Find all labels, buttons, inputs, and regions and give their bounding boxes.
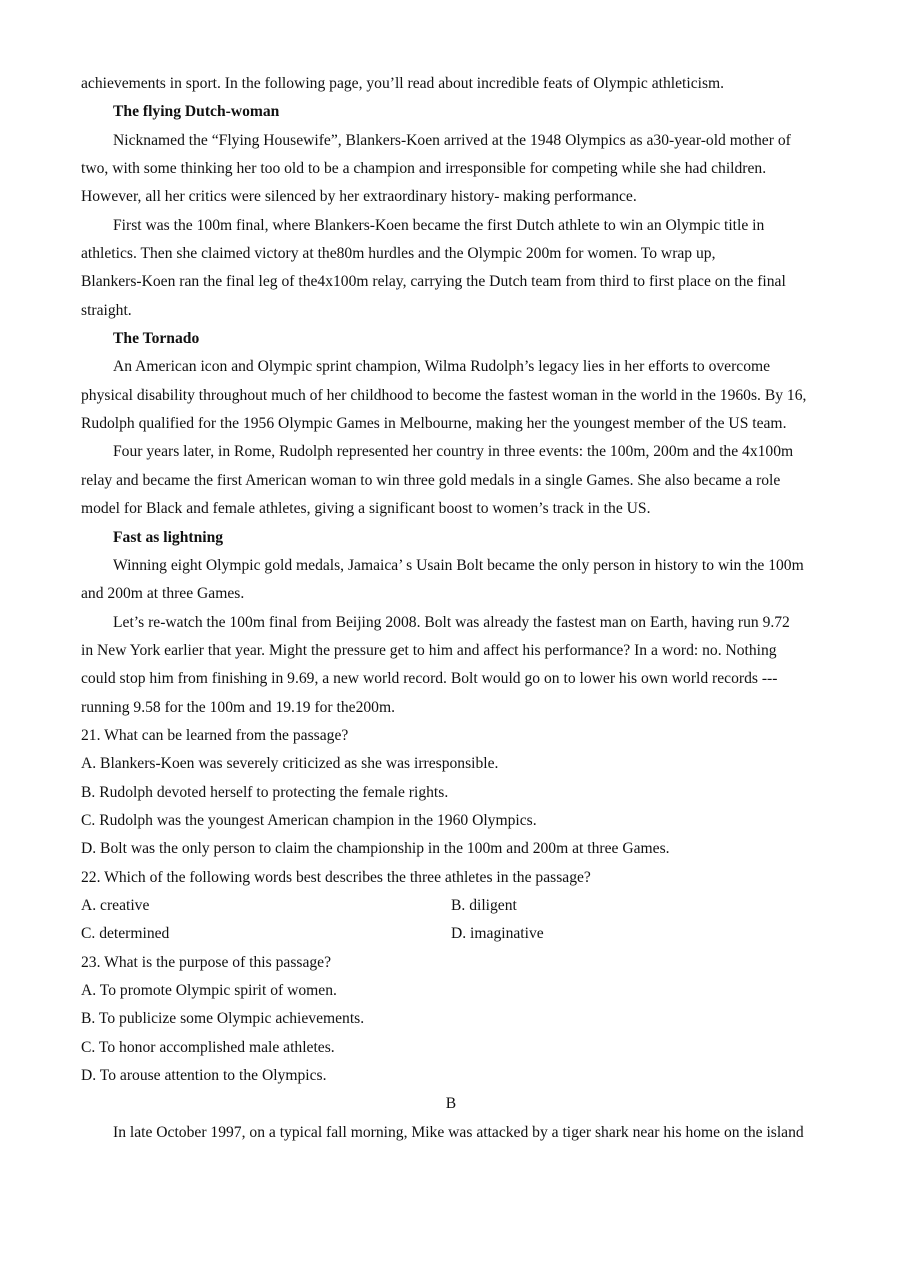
answer-option [81,807,821,835]
paragraph [81,552,821,609]
text-line: Four years later, in Rome, Rudolph represented her country in three events: the 100m, 200m and the 4x100m [113,443,794,461]
paragraph [81,127,821,212]
text-line: Blankers-Koen ran the final leg of the4x100m relay, carrying the Dutch team from third to first place on the final [81,273,786,291]
text-line: Winning eight Olympic gold medals, Jamaica’ s Usain Bolt became the only person in history to win the 100m [113,556,804,574]
section-heading [81,524,821,552]
document-page [81,70,821,1147]
paragraph [81,609,821,722]
paragraph [81,353,821,438]
text-line: model for Black and female athletes, giving a significant boost to women’s track in the US. [81,500,651,518]
answer-option [81,1062,821,1090]
text-line: D. Bolt was the only person to claim the championship in the 100m and 200m at three Games. [81,840,670,858]
text-line: athletics. Then she claimed victory at the80m hurdles and the Olympic 200m for women. To wrap up, [81,245,716,263]
text-line: 22. Which of the following words best describes the three athletes in the passage? [81,868,591,886]
answer-option [81,835,821,863]
answer-option [81,1005,821,1033]
answer-option [81,920,821,948]
answer-option [81,779,821,807]
text-line: Let’s re-watch the 100m final from Beijing 2008. Bolt was already the fastest man on Earth, having run 9.72 [113,613,790,631]
option-row [81,892,821,920]
text-line: physical disability throughout much of her childhood to become the fastest woman in the world in the 1960s. By 16, [81,386,807,404]
answer-option [81,892,821,920]
question [81,722,821,750]
text-line: could stop him from finishing in 9.69, a new world record. Bolt would go on to lower his own world records --- [81,670,778,688]
text-line: two, with some thinking her too old to be a champion and irresponsible for competing while she had children. [81,160,767,178]
paragraph [81,212,821,325]
text-line: The flying Dutch-woman [113,103,280,121]
text-line: and 200m at three Games. [81,585,245,603]
text-line: B [445,1095,457,1113]
text-line: C. Rudolph was the youngest American champion in the 1960 Olympics. [81,811,537,829]
section-heading [81,325,821,353]
option-text: B. diligent [451,896,517,914]
option-text: A. creative [81,896,150,914]
text-line: B. Rudolph devoted herself to protecting the female rights. [81,783,449,801]
section-heading [81,98,821,126]
answer-option [81,977,821,1005]
text-line: B. To publicize some Olympic achievements. [81,1010,365,1028]
text-line: Fast as lightning [113,528,224,546]
option-text: C. determined [81,925,170,943]
text-line: However, all her critics were silenced by her extraordinary history- making performance. [81,188,637,206]
option-row [81,920,821,948]
text-line: achievements in sport. In the following page, you’ll read about incredible feats of Olympic athleticism. [81,75,725,92]
text-line: running 9.58 for the 100m and 19.19 for the200m. [81,698,395,716]
text-line: First was the 100m final, where Blankers-Koen became the first Dutch athlete to win an Olympic title in [113,216,765,234]
text-line: C. To honor accomplished male athletes. [81,1038,335,1056]
option-text: D. imaginative [451,925,544,943]
text-line: An American icon and Olympic sprint champion, Wilma Rudolph’s legacy lies in her efforts to overcome [113,358,771,376]
text-line: A. Blankers-Koen was severely criticized as she was irresponsible. [81,755,499,773]
answer-option [81,1034,821,1062]
text-line: in New York earlier that year. Might the pressure get to him and affect his performance? In a word: no. Nothing [81,641,777,659]
paragraph [81,1119,821,1147]
question [81,864,821,892]
text-line: D. To arouse attention to the Olympics. [81,1067,327,1085]
text-line: The Tornado [113,330,200,348]
text-line: straight. [81,301,132,319]
answer-option [81,750,821,778]
paragraph [81,438,821,523]
paragraph [81,70,821,98]
text-line: 23. What is the purpose of this passage? [81,953,332,971]
text-line: Rudolph qualified for the 1956 Olympic Games in Melbourne, making her the youngest member of the US team. [81,415,787,433]
text-line: relay and became the first American woman to win three gold medals in a single Games. She also became a role [81,471,781,489]
text-line: A. To promote Olympic spirit of women. [81,982,337,999]
text-line: Nicknamed the “Flying Housewife”, Blankers-Koen arrived at the 1948 Olympics as a30-year-old mother of [113,131,791,149]
text-line: 21. What can be learned from the passage? [81,726,349,744]
question [81,949,821,977]
text-line: In late October 1997, on a typical fall morning, Mike was attacked by a tiger shark near his home on the island [113,1123,804,1141]
section-label [81,1090,821,1118]
